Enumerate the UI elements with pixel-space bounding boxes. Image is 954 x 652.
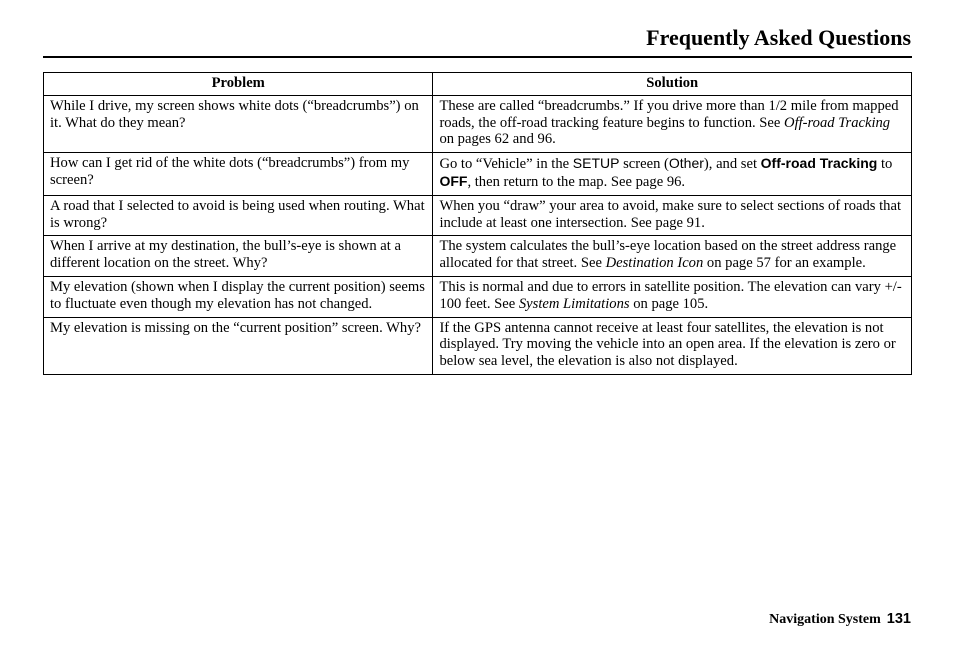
ui-label-off: OFF xyxy=(439,172,468,189)
solution-text: on pages 62 and 96. xyxy=(439,131,556,148)
page-footer xyxy=(769,610,911,629)
ui-label-setup: SETUP xyxy=(572,155,620,172)
title-rule xyxy=(43,56,912,58)
solution-text: These are called “breadcrumbs.” If you drive more than 1/2 mile from mapped roads, the off-road tracking feature begins to function. See xyxy=(439,97,899,131)
solution-text: on page 57 for an example. xyxy=(703,255,866,272)
solution-text: to xyxy=(877,156,893,173)
solution-text: ), and set xyxy=(703,156,761,173)
solution-text: When you “draw” your area to avoid, make sure to select sections of roads that include at least one intersection. See page 91. xyxy=(439,197,902,231)
problem-cell: While I drive, my screen shows white dots (“breadcrumbs”) on it. What do they mean? xyxy=(44,95,433,152)
solution-cell xyxy=(433,276,912,317)
footer-section-label: Navigation System xyxy=(769,612,881,627)
reference-title: System Limitations xyxy=(518,295,630,312)
table-row xyxy=(44,95,912,152)
reference-title: Off-road Tracking xyxy=(784,114,891,131)
ui-label-off-road-tracking: Off-road Tracking xyxy=(760,155,878,172)
table-row xyxy=(44,195,912,236)
table-header-row xyxy=(44,73,912,96)
column-header-solution: Solution xyxy=(433,73,912,96)
problem-cell: My elevation is missing on the “current position” screen. Why? xyxy=(44,317,433,374)
solution-text: This is normal and due to errors in satellite position. The elevation can vary +/- 100 feet. See xyxy=(439,278,902,312)
faq-table xyxy=(43,72,912,375)
solution-cell xyxy=(433,317,912,374)
table-row xyxy=(44,317,912,374)
ui-label-other: Other xyxy=(668,155,704,172)
reference-title: Destination Icon xyxy=(605,255,704,272)
problem-cell: When I arrive at my destination, the bull’s-eye is shown at a different location on the street. Why? xyxy=(44,236,433,277)
page-title: Frequently Asked Questions xyxy=(646,25,911,50)
problem-cell: A road that I selected to avoid is being used when routing. What is wrong? xyxy=(44,195,433,236)
table-row xyxy=(44,276,912,317)
table-row xyxy=(44,236,912,277)
page-number: 131 xyxy=(886,611,911,627)
solution-text: , then return to the map. See page 96. xyxy=(467,173,686,190)
solution-cell xyxy=(433,195,912,236)
solution-text: on page 105. xyxy=(629,295,709,312)
table-row xyxy=(44,153,912,196)
problem-cell: How can I get rid of the white dots (“breadcrumbs”) from my screen? xyxy=(44,153,433,196)
solution-cell xyxy=(433,153,912,196)
solution-text: The system calculates the bull’s-eye location based on the street address range allocated for that street. See xyxy=(439,238,897,272)
column-header-problem: Problem xyxy=(44,73,433,96)
solution-text: Go to “Vehicle” in the xyxy=(439,156,573,173)
solution-text: screen ( xyxy=(619,156,669,173)
solution-cell xyxy=(433,236,912,277)
solution-text: If the GPS antenna cannot receive at least four satellites, the elevation is not displayed. Try moving the vehicle into an open area. If the elevation is zero or below sea level, the elevation is also not displayed. xyxy=(439,319,896,370)
solution-cell xyxy=(433,95,912,152)
problem-cell: My elevation (shown when I display the current position) seems to fluctuate even though my elevation has not changed. xyxy=(44,276,433,317)
